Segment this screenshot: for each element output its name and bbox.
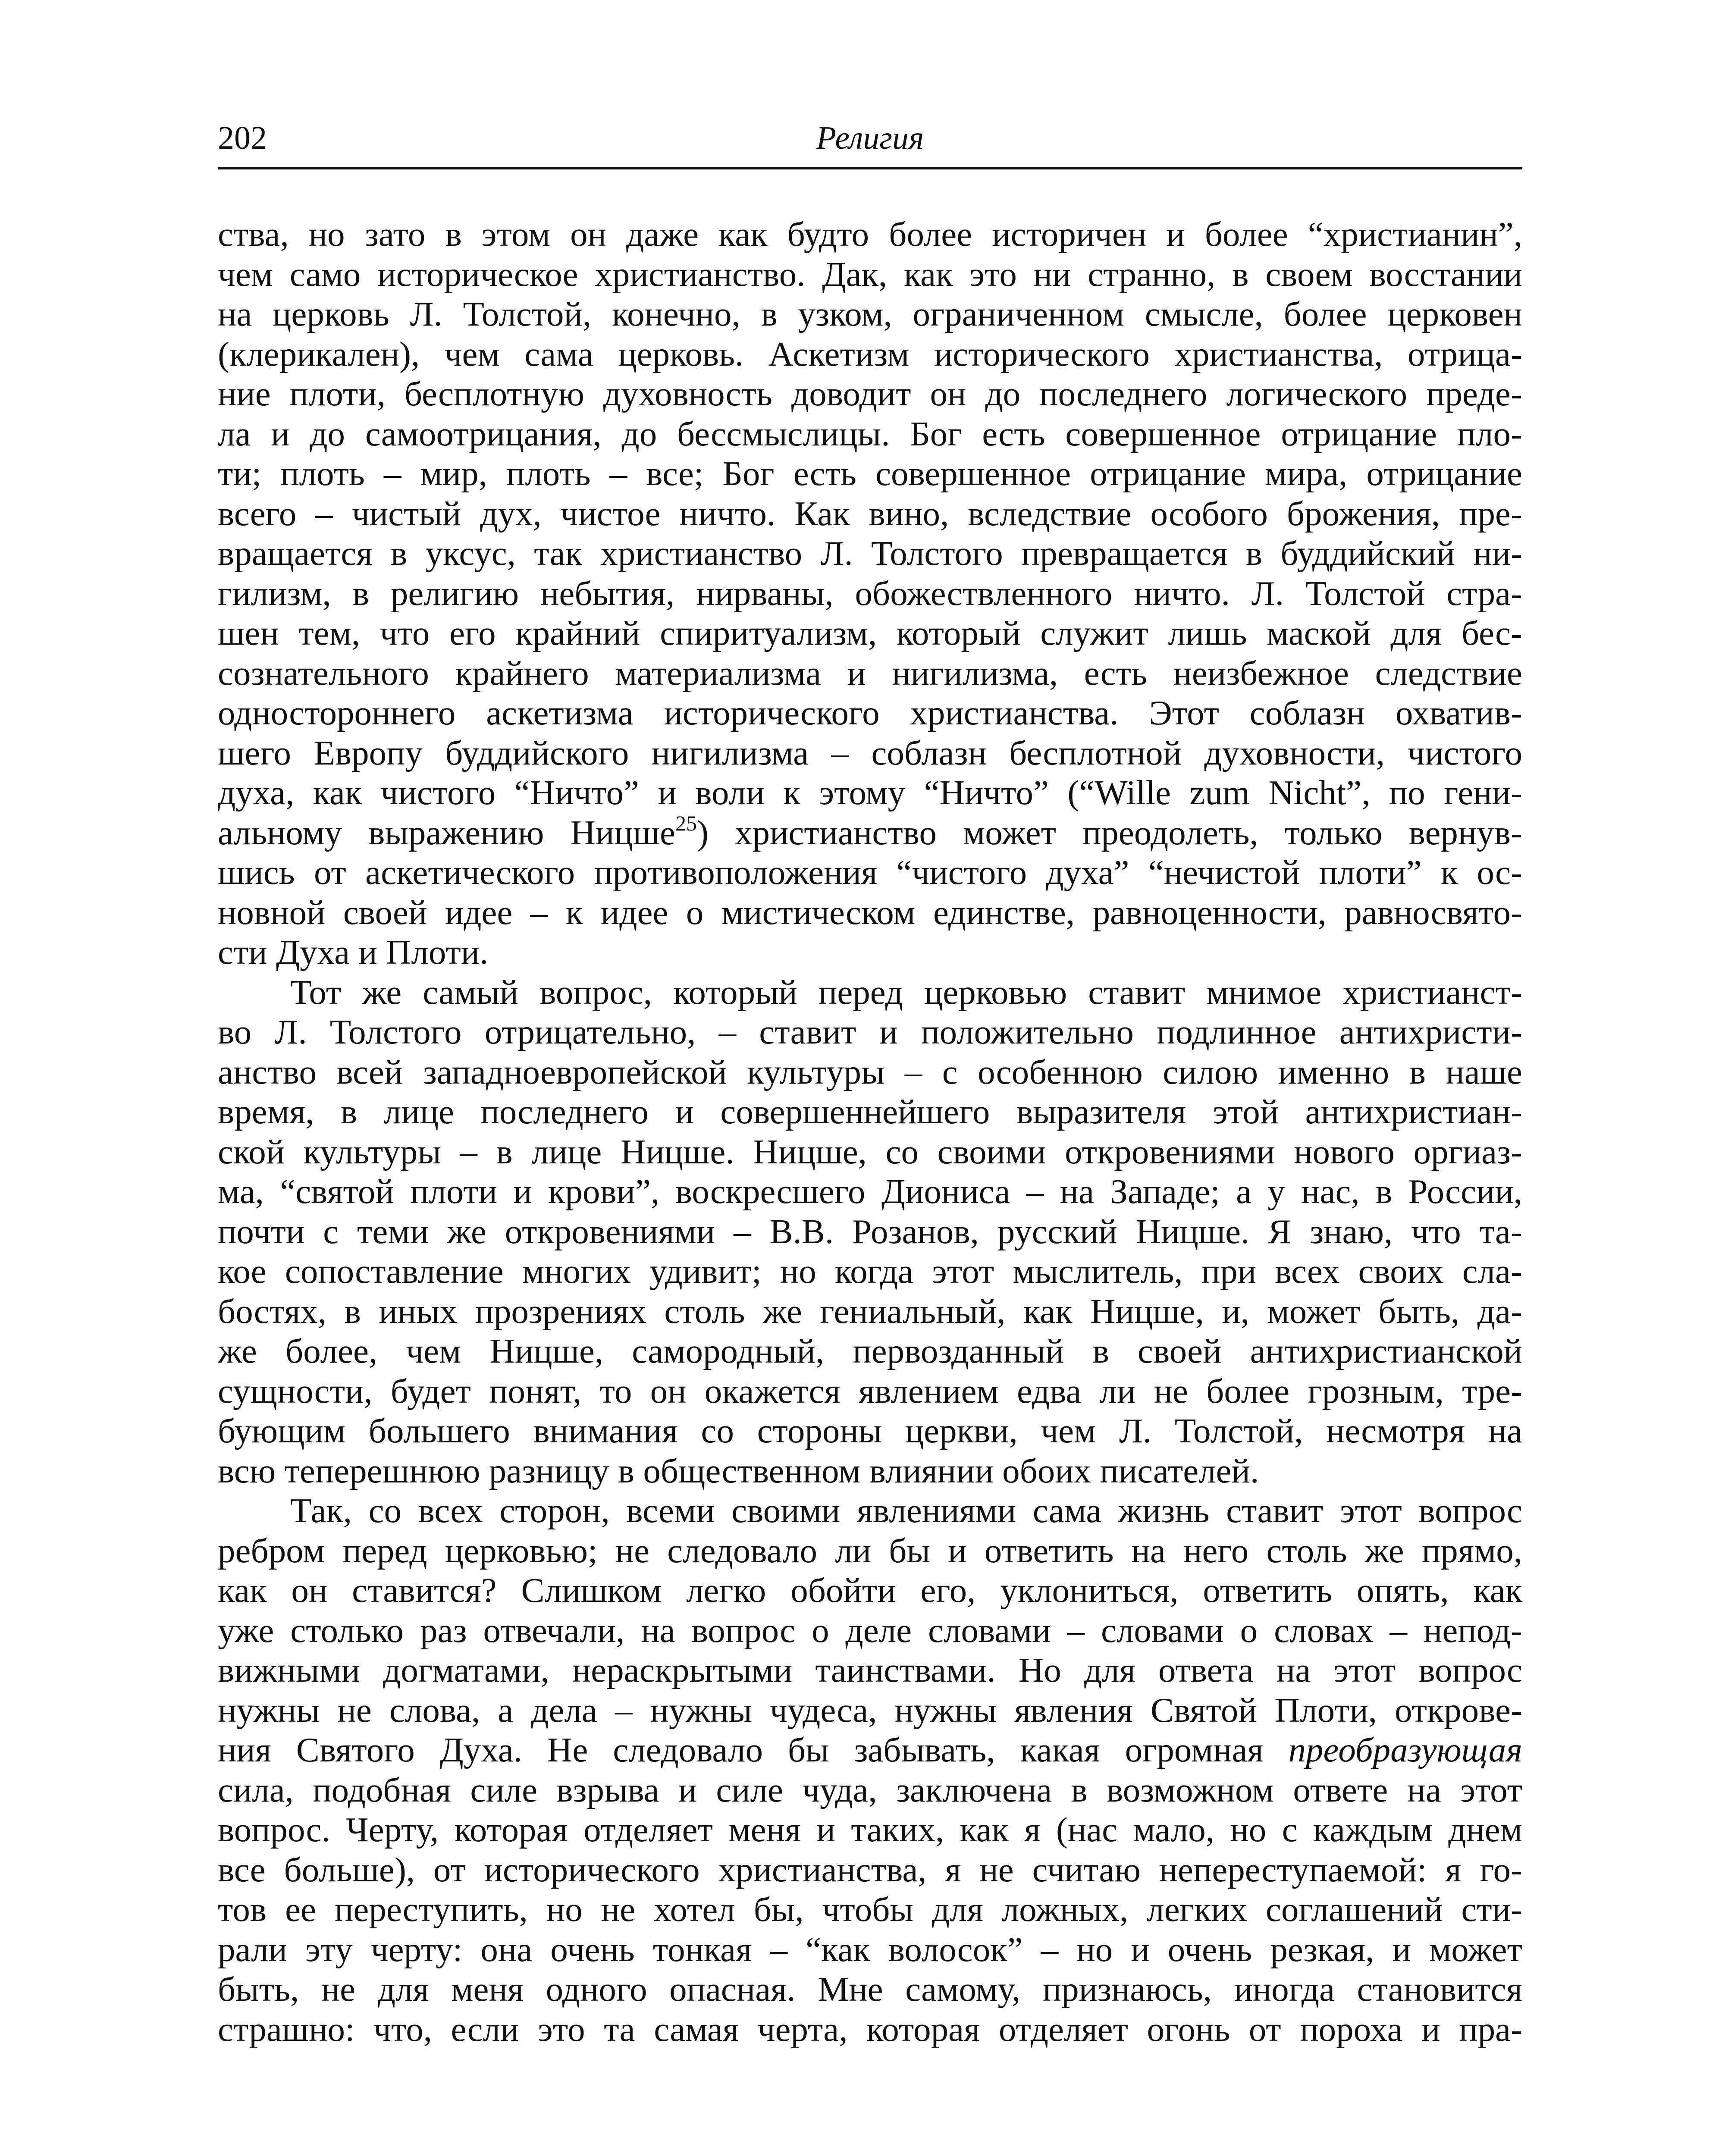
text-line: во Л. Толстого отрицательно, – ставит и положительно подлинное антихристи-	[218, 1012, 1522, 1051]
text-line: кое сопоставление многих удивит; но когда этот мыслитель, при всех своих сла-	[218, 1252, 1522, 1291]
paragraph-1	[218, 214, 1522, 972]
text-line: шего Европу буддийского нигилизма – соблазн бесплотной духовности, чистого	[218, 733, 1522, 772]
text-line: всего – чистый дух, чистое ничто. Как вино, вследствие особого брожения, пре-	[218, 494, 1522, 533]
text-line: духа, как чистого “Ничто” и воли к этому “Ничто” (“Wille zum Nicht”, по гени-	[218, 773, 1522, 812]
text-line: сила, подобная силе взрыва и силе чуда, заключена в возможном ответе на этот	[218, 1770, 1522, 1809]
text-line: ти; плоть – мир, плоть – все; Бог есть совершенное отрицание мира, отрицание	[218, 454, 1522, 493]
text-line: ребром перед церковью; не следовало ли бы и ответить на него столь же прямо,	[218, 1531, 1522, 1570]
line-end: ) христианство может преодолеть, только вернув-	[696, 813, 1522, 852]
text-line: всю теперешнюю разницу в общественном влиянии обоих писателей.	[218, 1451, 1259, 1490]
italic-line	[218, 1730, 1522, 1770]
line-start: ния Святого Духа. Не следовало бы забывать, какая огромная	[218, 1730, 1289, 1769]
text-line: почти с теми же откровениями – В.В. Розанов, русский Ницше. Я знаю, что та-	[218, 1212, 1522, 1251]
page-number: 202	[218, 120, 267, 156]
header-rule	[218, 167, 1522, 169]
text-line: Так, со всех сторон, всеми своими явлениями сама жизнь ставит этот вопрос	[290, 1491, 1522, 1530]
line-start: альному выражению Ницше	[218, 813, 675, 852]
text-line: Тот же самый вопрос, который перед церковью ставит мнимое христианст-	[290, 972, 1522, 1012]
text-line: же более, чем Ницше, самородный, первозданный в своей антихристианской	[218, 1332, 1522, 1370]
body-text	[218, 214, 1522, 2049]
text-line: ние плоти, бесплотную духовность доводит он до последнего логического преде-	[218, 374, 1522, 413]
italic-word: преобразующая	[1288, 1730, 1522, 1769]
text-line: на церковь Л. Толстой, конечно, в узком, ограниченном смысле, более церковен	[218, 295, 1522, 333]
text-line: шен тем, что его крайний спиритуализм, который служит лишь маской для бес-	[218, 614, 1522, 652]
text-line: быть, не для меня одного опасная. Мне самому, признаюсь, иногда становится	[218, 1970, 1522, 2009]
text-line: страшно: что, если это та самая черта, которая отделяет огонь от пороха и пра-	[218, 2009, 1522, 2049]
paragraph-3	[218, 1491, 1522, 2049]
footnote-ref[interactable]: 25	[675, 811, 697, 835]
text-line: время, в лице последнего и совершеннейшего выразителя этой антихристиан-	[218, 1092, 1522, 1131]
text-line: шись от аскетического противоположения “чистого духа” “нечистой плоти” к ос-	[218, 853, 1522, 892]
text-line: сущности, будет понят, то он окажется явлением едва ли не более грозным, тре-	[218, 1371, 1522, 1410]
page-header	[218, 116, 1522, 164]
text-line: анство всей западноевропейской культуры – с особенною силою именно в наше	[218, 1052, 1522, 1091]
text-line: уже столько раз отвечали, на вопрос о деле словами – словами о словах – непод-	[218, 1611, 1522, 1650]
running-title: Религия	[816, 120, 924, 156]
text-line: ской культуры – в лице Ницше. Ницше, со своими откровениями нового оргиаз-	[218, 1132, 1522, 1171]
text-line: одностороннего аскетизма исторического христианства. Этот соблазн охватив-	[218, 693, 1522, 732]
text-line: сти Духа и Плоти.	[218, 933, 489, 971]
text-line: ма, “святой плоти и крови”, воскресшего Диониса – на Западе; а у нас, в России,	[218, 1172, 1522, 1211]
text-line: гилизм, в религию небытия, нирваны, обожествленного ничто. Л. Толстой стра-	[218, 573, 1522, 613]
text-line: ства, но зато в этом он даже как будто более историчен и более “христианин”,	[218, 215, 1522, 254]
text-line: нужны не слова, а дела – нужны чудеса, нужны явления Святой Плоти, открове-	[218, 1690, 1522, 1730]
text-line: бостях, в иных прозрениях столь же гениальный, как Ницше, и, может быть, да-	[218, 1291, 1522, 1331]
footnote-line	[218, 813, 1522, 853]
text-line: новной своей идее – к идее о мистическом единстве, равноценности, равносвято-	[218, 893, 1522, 932]
text-line: вращается в уксус, так христианство Л. Толстого превращается в буддийский ни-	[218, 534, 1522, 573]
text-line: сознательного крайнего материализма и нигилизма, есть неизбежное следствие	[218, 653, 1522, 693]
text-line: чем само историческое христианство. Дак, как это ни странно, в своем восстании	[218, 254, 1522, 294]
text-line: рали эту черту: она очень тонкая – “как волосок” – но и очень резкая, и может	[218, 1930, 1522, 1969]
text-line: все больше), от исторического христианства, я не считаю непереступаемой: я го-	[218, 1850, 1522, 1889]
text-line: ла и до самоотрицания, до бессмыслицы. Бог есть совершенное отрицание пло-	[218, 414, 1522, 453]
text-line: тов ее переступить, но не хотел бы, чтобы для ложных, легких соглашений сти-	[218, 1890, 1522, 1929]
text-line: как он ставится? Слишком легко обойти его, уклониться, ответить опять, как	[218, 1571, 1522, 1610]
text-line: (клерикален), чем сама церковь. Аскетизм исторического христианства, отрица-	[218, 334, 1522, 373]
text-line: вопрос. Черту, которая отделяет меня и таких, как я (нас мало, но с каждым днем	[218, 1810, 1522, 1849]
text-line: бующим большего внимания со стороны церкви, чем Л. Толстой, несмотря на	[218, 1411, 1522, 1450]
paragraph-2	[218, 972, 1522, 1491]
text-line: вижными догматами, нераскрытыми таинствами. Но для ответа на этот вопрос	[218, 1651, 1522, 1689]
